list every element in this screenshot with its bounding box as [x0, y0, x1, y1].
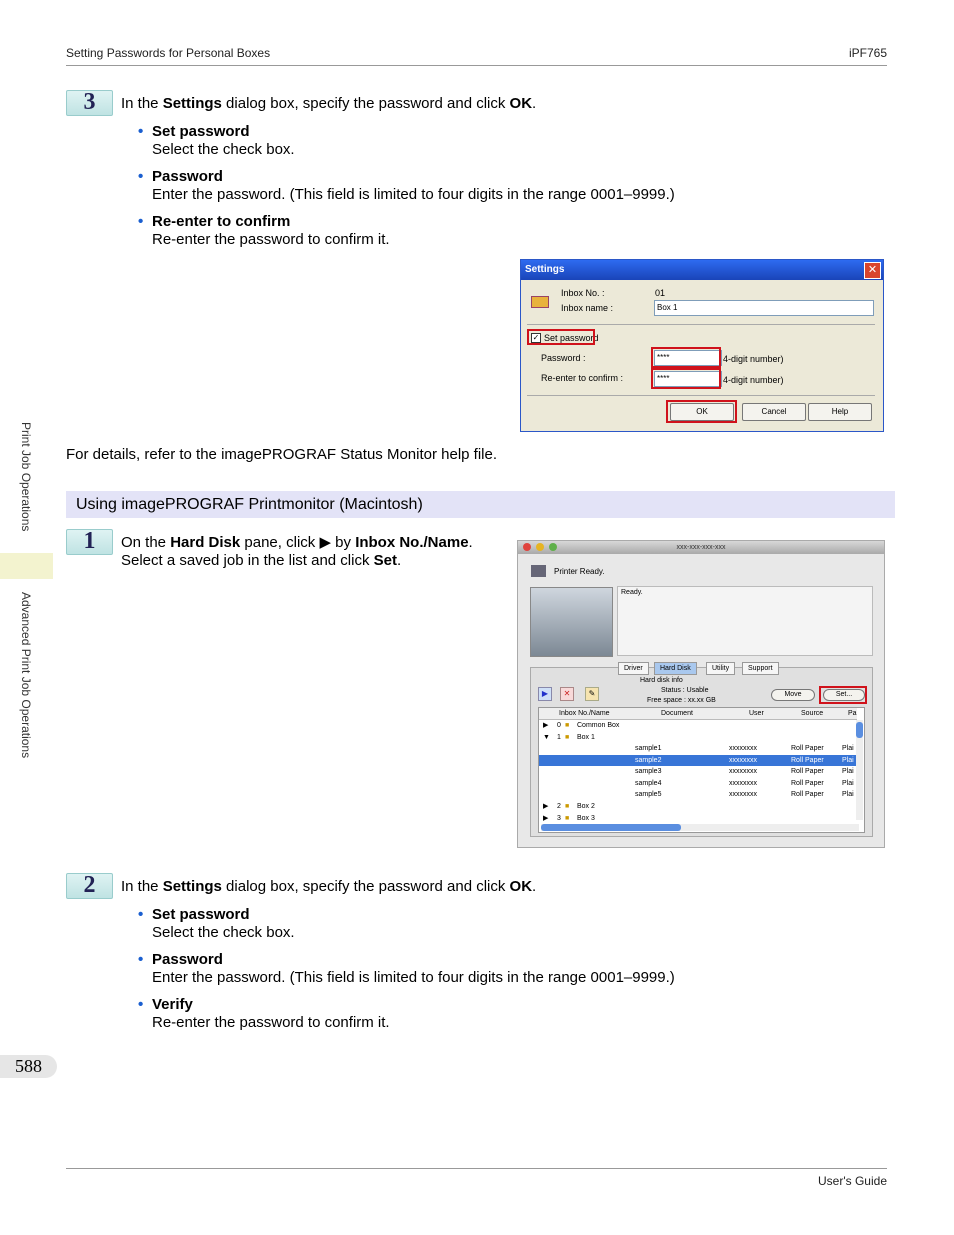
step-instruction: In the Settings dialog box, specify the password and click OK.	[121, 95, 537, 112]
highlight-box	[666, 400, 737, 423]
column-header[interactable]: User	[749, 710, 764, 717]
list-item[interactable]: ▼ 1 ■ Box 1	[543, 734, 595, 741]
dialog-title: Settings	[521, 260, 883, 280]
hard-disk-status: Status : Usable	[661, 687, 709, 694]
printer-image	[530, 587, 613, 657]
sidebar-chapter: Print Job Operations	[19, 422, 33, 532]
set-button[interactable]: Set...	[823, 689, 865, 701]
status-message: Ready.	[621, 589, 643, 596]
folder-icon: ■	[565, 803, 570, 810]
folder-icon: ■	[565, 722, 570, 729]
delete-icon[interactable]: ✕	[560, 687, 574, 701]
inbox-no-value: 01	[655, 288, 666, 298]
running-header-title: Setting Passwords for Personal Boxes	[66, 46, 271, 60]
triangle-right-icon: ▶	[319, 534, 331, 551]
step-number-badge: 1	[66, 529, 113, 555]
vertical-scrollbar[interactable]	[856, 720, 863, 820]
settings-dialog	[520, 259, 884, 432]
highlight-box	[527, 329, 595, 345]
footer-title: User's Guide	[818, 1174, 887, 1188]
column-header[interactable]: Source	[801, 710, 824, 717]
printer-status: Printer Ready.	[554, 567, 605, 576]
running-header-model: iPF765	[848, 46, 887, 60]
folder-icon: ■	[565, 815, 570, 822]
window-titlebar	[518, 541, 884, 554]
table-row-selected[interactable]: sample2 xxxxxxxx Roll Paper Plai	[539, 755, 857, 766]
bullet-set-password: • Set password Select the check box.	[138, 906, 295, 941]
close-icon[interactable]	[523, 543, 531, 551]
bullet-password: • Password Enter the password. (This field is limited to four digits in the range 0001–9999.)	[138, 168, 675, 203]
printer-icon	[531, 565, 546, 577]
section-heading: Using imagePROGRAF Printmonitor (Macintosh)	[66, 491, 895, 518]
column-header[interactable]: Document	[661, 710, 693, 717]
ok-button[interactable]: OK	[670, 403, 734, 421]
table-row[interactable]: sample4 xxxxxxxx Roll Paper Plai	[635, 780, 854, 787]
tab-support[interactable]: Support	[742, 662, 779, 675]
divider	[527, 395, 875, 396]
set-password-label: Set password	[544, 333, 599, 343]
free-space: Free space : xx.xx GB	[647, 697, 716, 704]
table-row[interactable]: sample1 xxxxxxxx Roll Paper Plai	[635, 745, 854, 752]
reenter-field[interactable]: ****	[654, 371, 722, 387]
window-title: xxx-xxx-xxx-xxx	[676, 544, 726, 551]
list-item[interactable]: ▶ 3 ■ Box 3	[543, 815, 595, 822]
bullet-verify: • Verify Re-enter the password to confirm it.	[138, 996, 390, 1031]
horizontal-scrollbar[interactable]	[541, 824, 859, 831]
inbox-icon	[531, 296, 549, 308]
reenter-hint: 4-digit number)	[723, 375, 784, 385]
password-hint: 4-digit number)	[723, 354, 784, 364]
move-button[interactable]: Move	[771, 689, 815, 701]
sidebar-highlight	[0, 553, 53, 579]
step-instruction: In the Settings dialog box, specify the password and click OK.	[121, 878, 537, 895]
print-icon[interactable]: ✎	[585, 687, 599, 701]
cancel-button[interactable]: Cancel	[742, 403, 806, 421]
tab-driver[interactable]: Driver	[618, 662, 649, 675]
expand-icon[interactable]: ▶	[538, 687, 552, 701]
job-list	[538, 707, 865, 833]
step-instruction: On the Hard Disk pane, click ▶ by Inbox No./Name. Select a saved job in the list and click Set.	[121, 534, 473, 569]
scroll-thumb[interactable]	[856, 722, 863, 738]
table-row[interactable]: sample5 xxxxxxxx Roll Paper Plai	[635, 791, 854, 798]
password-field[interactable]: ****	[654, 350, 722, 366]
divider	[527, 324, 875, 325]
column-header[interactable]: Pa	[848, 710, 857, 717]
password-label: Password :	[541, 353, 586, 363]
inbox-no-label: Inbox No. :	[561, 288, 605, 298]
reenter-label: Re-enter to confirm :	[541, 373, 624, 383]
status-message-area	[617, 586, 873, 656]
highlight-box	[819, 686, 867, 704]
highlight-box	[651, 347, 721, 368]
printmonitor-window	[517, 540, 885, 848]
zoom-icon[interactable]	[549, 543, 557, 551]
footer-rule	[66, 1168, 887, 1169]
tab-hard-disk[interactable]: Hard Disk	[654, 662, 697, 675]
hard-disk-info-label: Hard disk info	[640, 677, 683, 684]
inbox-name-field[interactable]: Box 1	[654, 300, 874, 316]
table-row[interactable]: sample3 xxxxxxxx Roll Paper Plai	[635, 768, 854, 775]
sidebar-section: Advanced Print Job Operations	[19, 592, 33, 759]
set-password-checkbox[interactable]: ✓	[532, 333, 540, 342]
help-button[interactable]: Help	[808, 403, 872, 421]
scroll-thumb[interactable]	[541, 824, 681, 831]
tab-utility[interactable]: Utility	[706, 662, 735, 675]
bullet-password: • Password Enter the password. (This field is limited to four digits in the range 0001–9999.)	[138, 951, 675, 986]
list-item[interactable]: ▶ 2 ■ Box 2	[543, 803, 595, 810]
inbox-name-label: Inbox name :	[561, 303, 614, 313]
details-note: For details, refer to the imagePROGRAF Status Monitor help file.	[66, 446, 498, 463]
list-header	[539, 708, 857, 720]
header-rule	[66, 65, 887, 66]
page-number: 588	[0, 1055, 57, 1078]
step-number-badge: 3	[66, 90, 113, 116]
column-header[interactable]: Inbox No./Name	[559, 710, 610, 717]
bullet-reenter: • Re-enter to confirm Re-enter the password to confirm it.	[138, 213, 390, 248]
highlight-box	[651, 368, 721, 389]
close-icon[interactable]: ✕	[864, 262, 881, 279]
list-item[interactable]: ▶ 0 ■ Common Box	[543, 722, 620, 729]
minimize-icon[interactable]	[536, 543, 544, 551]
step-number-badge: 2	[66, 873, 113, 899]
folder-icon: ■	[565, 734, 570, 741]
bullet-set-password: • Set password Select the check box.	[138, 123, 295, 158]
